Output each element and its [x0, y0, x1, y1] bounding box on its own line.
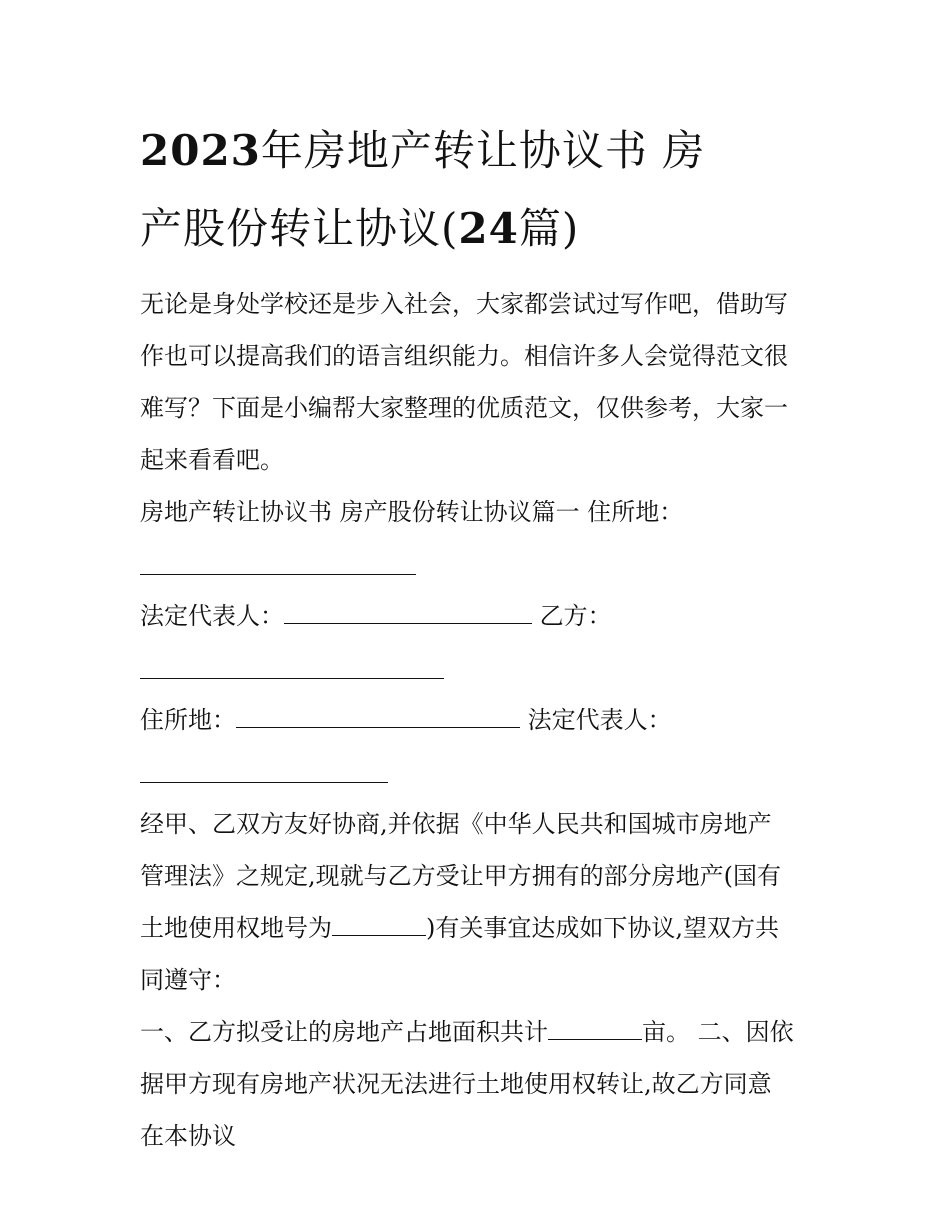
paragraph-line: 同遵守： [140, 966, 236, 994]
title-text-1: 年房地产转让协议书 房 [260, 126, 706, 175]
legal-rep-line [140, 590, 820, 642]
document-page [140, 112, 820, 1162]
party-b-blank [140, 652, 444, 679]
paragraph-line: 在本协议 [140, 1122, 236, 1150]
address-blank-2 [236, 701, 520, 728]
legal-rep-label-2: 法定代表人： [527, 706, 672, 734]
title-text-2a: 产股份转让协议( [140, 204, 459, 253]
paragraph-line: 经甲、乙双方友好协商,并依据《中华人民共和国城市房地产 [140, 810, 772, 838]
paragraph-line: 据甲方现有房地产状况无法进行土地使用权转让,故乙方同意 [140, 1070, 772, 1098]
intro-line: 起来看看吧。 [140, 446, 284, 474]
land-number-label: 土地使用权地号为 [140, 914, 332, 942]
paragraph-line [140, 1006, 820, 1058]
title-year: 2023 [140, 126, 261, 175]
address-line [140, 694, 820, 746]
intro-line: 无论是身处学校还是步入社会，大家都尝试过写作吧，借助写 [140, 290, 788, 318]
legal-rep-label: 法定代表人： [140, 602, 284, 630]
legal-rep-blank-line [140, 746, 820, 798]
document-body [140, 278, 820, 1162]
intro-paragraph [140, 278, 820, 486]
document-title [140, 112, 820, 268]
paragraph-text: 亩。 二、因依 [642, 1018, 794, 1046]
agreement-paragraph-1 [140, 798, 820, 1006]
area-blank [548, 1013, 642, 1040]
party-b-blank-line [140, 642, 820, 694]
address-blank-line [140, 538, 820, 590]
party-b-label: 乙方： [539, 602, 612, 630]
paragraph-line [140, 902, 820, 954]
address-blank [140, 548, 416, 575]
paragraph-text: )有关事宜达成如下协议,望双方共 [426, 914, 779, 942]
title-text-2c: 篇) [518, 204, 580, 253]
title-count: 24 [458, 204, 519, 253]
intro-line: 作也可以提高我们的语言组织能力。相信许多人会觉得范文很 [140, 342, 788, 370]
section-heading: 房地产转让协议书 房产股份转让协议篇一 住所地： [140, 498, 684, 526]
legal-rep-blank [284, 597, 532, 624]
paragraph-line: 管理法》之规定,现就与乙方受让甲方拥有的部分房地产(国有 [140, 862, 781, 890]
land-number-blank [332, 909, 426, 936]
title-line-2 [140, 190, 820, 268]
agreement-paragraph-2 [140, 1006, 820, 1162]
address-label: 住所地： [140, 706, 236, 734]
intro-line: 难写？下面是小编帮大家整理的优质范文，仅供参考，大家一 [140, 394, 788, 422]
legal-rep-blank-2 [140, 756, 388, 783]
title-line-1 [140, 112, 820, 190]
area-label: 一、乙方拟受让的房地产占地面积共计 [140, 1018, 548, 1046]
